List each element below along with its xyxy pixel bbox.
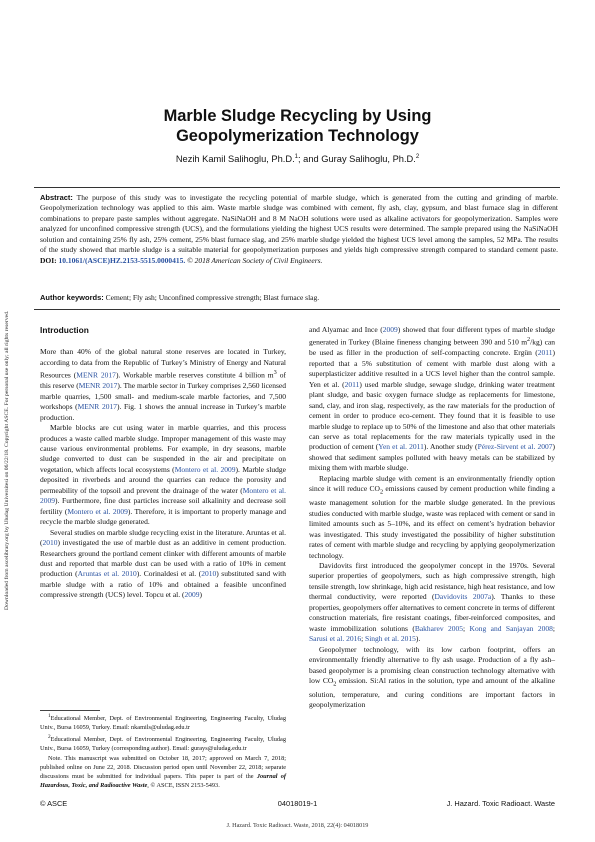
citation-link[interactable]: 2010 xyxy=(201,569,217,579)
footnote-1: $^1$Educational Member, Dept. of Environmental Engineering, Engineering Faculty, Uludag Univ., Bursa 16059, Turkey. Email: nkamils@uludag.edu.tr xyxy=(40,713,286,731)
copyright-notice: © 2018 American Society of Civil Engineers. xyxy=(187,255,323,265)
abstract-text: The purpose of this study was to investigate the recycling potential of marble sludge, which is generated from the cutting and grinding of marble. Geopolymerization technology was applied to this aim. Waste marble sludge was combined with cement, fly ash, clay, gypsum, and blast furnace slag in different combinations to prepare paste samples without aggregate. NaSiNaOH and 8 M NaOH solutions were used as alkaline activators for geopolymerization. Samples were analyzed for unconfined compressive strength (UCS), and the formulations yielding the highest UCS results were determined. The sample prepared using the NaSiNaOH solution and containing 25% fly ash, 25% cement, 25% blast furnace slag, and 25% marble sludge yielded the highest UCS level among the samples, 52 MPa. The results of the study showed that marble sludge is a suitable material for geopolymerization purposes and yields high compressive strength compared to standard cement paste. xyxy=(40,193,558,255)
abstract-label: Abstract: xyxy=(40,193,73,202)
download-notice xyxy=(4,140,16,610)
citation-link[interactable]: Montero et al. 2009 xyxy=(67,506,128,516)
author-line xyxy=(0,154,595,164)
citation-link[interactable]: MENR 2017 xyxy=(77,402,117,412)
bottom-citation: J. Hazard. Toxic Radioact. Waste, 2018, 22(4): 04018019 xyxy=(226,822,369,829)
doi-label: DOI: xyxy=(40,255,57,265)
paragraph: and Alyamac and Ince (2009) showed that four different types of marble sludge generated in Turkey (Blaine fineness changing between 390 and 510 $m^2/kg$) can be used as filler in the production of self-compacting concrete. Ergün (2011) reported that a 5% substitution of cement with marble dust along with a superplasticizer additive resulted in a UCS level higher than the control sample. Yen et al. (2011) used marble sludge, sewage sludge, drinking water treatment plant sludge, and basic oxygen furnace sludge as replacements for limestone, sand, clay, and iron slag, respectively, as the raw materials for the production of cement in order to produce eco-cement. They found that it is feasible to use marble sludge to replace up to 50% of the limestone and also that other materials can serve as total replacements for the raw materials typically used in the production of cement (Yen et al. 2011). Another study (Pérez-Sirvent et al. 2007) showed that sediment samples polluted with heavy metals can be stabilized by mixing them with marble sludge. xyxy=(309,325,555,473)
section-heading-introduction: Introduction xyxy=(40,325,89,335)
journal-name: Journal of Hazardous, Toxic, and Radioactive Waste xyxy=(40,772,286,789)
footnote-rule xyxy=(40,710,100,711)
citation-link[interactable]: Kong and Sanjayan 2008 xyxy=(469,623,553,633)
footer-left: © ASCE xyxy=(40,799,68,808)
abstract xyxy=(40,193,558,266)
author-1-affil: 1 xyxy=(294,154,299,160)
footer-page-id: 04018019-1 xyxy=(277,799,318,808)
title-line-2: Geopolymerization Technology xyxy=(176,127,419,145)
footnote-2: $^2$Educational Member, Dept. of Environmental Engineering, Engineering Faculty, Uludag Univ., Bursa 16059, Turkey (corresponding author). Email: gurays@uludag.edu.tr xyxy=(40,733,286,752)
citation-link[interactable]: Davidovits 2007a xyxy=(434,592,492,602)
manuscript-note: Note. This manuscript was submitted on October 18, 2017; approved on March 7, 2018; published online on June 22, 2018. Discussion period open until November 22, 2018; separate discussions must be submitted for individual papers. This paper is part of the Journal of Hazardous, Toxic, and Radioactive Waste, © ASCE, ISSN 2153-5493. xyxy=(40,755,286,789)
citation-link[interactable]: Aruntas et al. 2010 xyxy=(77,569,137,579)
citation-link[interactable]: Yen et al. 2011 xyxy=(378,442,424,452)
citation-link[interactable]: Montero et al. 2009 xyxy=(40,485,286,506)
left-column xyxy=(40,325,286,601)
author-2-affil: 2 xyxy=(415,154,420,160)
citation-link[interactable]: 2011 xyxy=(537,348,553,358)
citation-link[interactable]: MENR 2017 xyxy=(76,370,116,380)
author-2: ; and Guray Salihoglu, Ph.D. xyxy=(298,154,416,165)
paragraph: Geopolymer technology, with its low carbon footprint, offers an environmentally friendly alternative to fly ash usage. Production of a fly ash–based geopolymer is a promising clean construction technology alternative with low $CO_2$ emission. Si:Al ratios in the solution, type and amount of the alkaline solution, temperature, and curing conditions are important factors in geopolymerization xyxy=(309,644,555,710)
abstract-bottom-rule xyxy=(34,309,560,310)
keywords-label: Author keywords: xyxy=(40,293,104,302)
citation-link[interactable]: Sarusi et al. 2016 xyxy=(309,634,362,644)
paragraph: Several studies on marble sludge recycling exist in the literature. Aruntas et al. (2010) investigated the use of marble dust as an additive in cement production. Researchers ground the portland cement clinker with different amounts of marble dust and reported that marble dust can be used with a ratio of 10% in cement production (Aruntas et al. 2010). Corinaldesi et al. (2010) substituted sand with marble sludge with a ratio of 10% and obtained a feasible unconfined compressive strength (UCS) level. Topcu et al. (2009) xyxy=(40,527,287,600)
paragraph: Marble blocks are cut using water in marble quarries, and this process produces a waste called marble sludge. Improper management of this waste may cause various environmental problems. For example, in dry seasons, marble sludge converted to dust can be suspended in the air and precipitate on vegetation, which affects local ecosystems (Montero et al. 2009). Marble sludge deposited in riverbeds and around the quarries can reduce the porosity and permeability of the topsoil and prevent the drainage of the water (Montero et al. 2009). Furthermore, fine dust particles increase soil alkalinity and decrease soil fertility (Montero et al. 2009). Therefore, it is important to properly manage and recycle the marble sludge generated. xyxy=(40,423,286,527)
citation-link[interactable]: 2011 xyxy=(344,379,360,389)
citation-link[interactable]: Pérez-Sirvent et al. 2007 xyxy=(477,442,553,452)
citation-link[interactable]: Bakharev 2005 xyxy=(414,623,464,633)
right-column xyxy=(309,325,555,711)
download-notice-text: Downloaded from ascelibrary.org by Uludag Universitesi on 06/22/18. Copyright ASCE. For personal use only; all rights reserved. xyxy=(4,310,10,610)
citation-link[interactable]: Singh et al. 2015 xyxy=(365,634,416,644)
title-line-1: Marble Sludge Recycling by Using xyxy=(163,107,432,125)
citation-link[interactable]: Montero et al. 2009 xyxy=(174,464,236,474)
author-1: Nezih Kamil Salihoglu, Ph.D. xyxy=(175,154,295,165)
citation-link[interactable]: 2009 xyxy=(184,590,200,600)
doi-link[interactable]: 10.1061/(ASCE)HZ.2153-5515.0000415. xyxy=(58,255,186,265)
paragraph: Davidovits first introduced the geopolymer concept in the 1970s. Several superior properties of geopolymers, such as high compressive strength, high tensile strength, low shrinkage, high acid resistance, high heat resistance, and low thermal conductivity, were reported (Davidovits 2007a). Thanks to these properties, geopolymers offer alternatives to cement concrete in terms of different construction materials, fire resistant coatings, fiber-reinforced composites, and waste immobilization solutions (Bakharev 2005; Kong and Sanjayan 2008; Sarusi et al. 2016; Singh et al. 2015). xyxy=(309,560,556,644)
paragraph: More than 40% of the global natural stone reserves are located in Turkey, according to data from the Republic of Turkey’s Ministry of Energy and Natural Resources (MENR 2017). Workable marble reserves constitute 4 billion $m^3$ of this reserve (MENR 2017). The marble sector in Turkey comprises 2,560 licensed marble quarries, 1,500 small- and medium-scale marble factories, and 7,500 workshops (MENR 2017). Fig. 1 shows the annual increase in Turkey’s marble production. xyxy=(40,347,287,422)
citation-link[interactable]: 2010 xyxy=(42,538,58,548)
citation-link[interactable]: 2009 xyxy=(382,325,398,334)
footer-journal: J. Hazard. Toxic Radioact. Waste xyxy=(446,799,555,808)
paper-title xyxy=(0,106,595,146)
citation-link[interactable]: MENR 2017 xyxy=(78,381,118,391)
keywords xyxy=(40,293,558,302)
paragraph: Replacing marble sludge with cement is an environmentally friendly option since it will reduce $CO_2$ emissions caused by cement production while finding a waste management solution for the marble sludge generated. In the previous studies conducted with marble sludge, waste was replaced with cement or sand in limited amounts such as 5–10%, and its effect on cement’s hydration behavior was investigated. This study investigated the possibility of higher substitution rates of cement with marble sludge and recycling by applying geopolymerization technology. xyxy=(309,473,556,560)
abstract-top-rule xyxy=(34,187,560,188)
footnotes xyxy=(40,712,286,791)
keywords-text: Cement; Fly ash; Unconfined compressive strength; Blast furnace slag. xyxy=(105,293,320,302)
